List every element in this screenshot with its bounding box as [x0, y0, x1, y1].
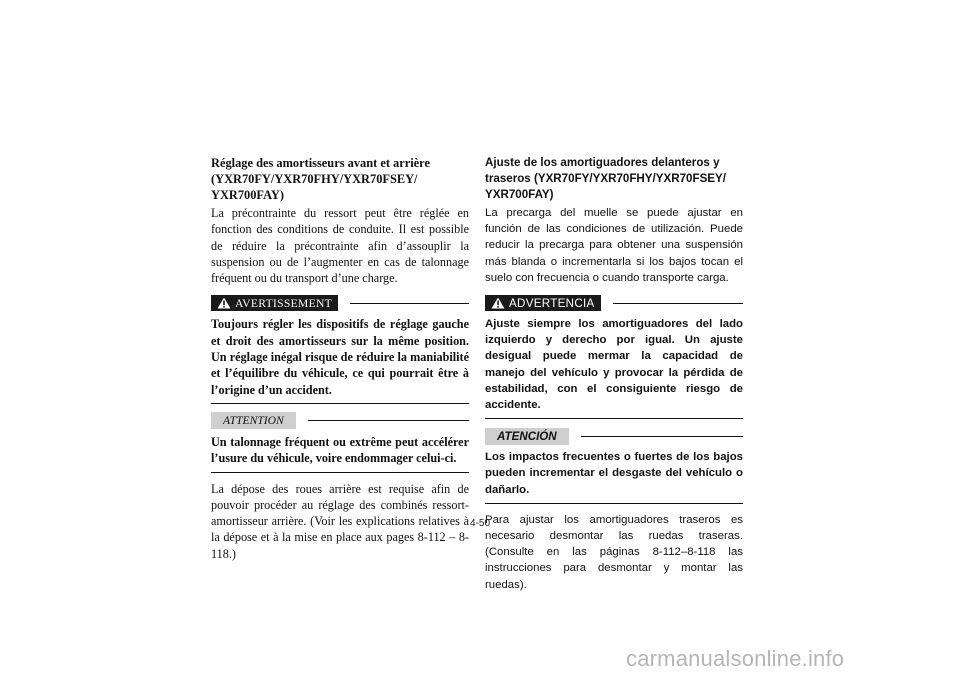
warning-triangle-icon [217, 297, 231, 309]
warning-badge-es [485, 295, 601, 311]
warning-label-row-es [485, 294, 743, 312]
watermark: carmanualsonline.info [626, 646, 845, 671]
divider [485, 418, 743, 419]
warning-triangle-icon [491, 297, 505, 309]
section-heading-es: Ajuste de los amortiguadores delanteros y traseros (YXR70FY/YXR70FHY/YXR70FSEY/ YXR700FAY) [485, 156, 726, 201]
caution-rule-fr [308, 420, 469, 421]
caution-label-row-fr [211, 412, 469, 430]
divider [211, 403, 469, 404]
page-number: 4-50 [469, 518, 490, 529]
french-column [211, 155, 469, 562]
divider [211, 472, 469, 473]
warning-rule-fr [350, 303, 469, 304]
warning-badge-fr [211, 295, 338, 311]
warning-text-es: Ajuste siempre los amortiguadores del lado izquierdo y derecho por igual. Un ajuste desigual puede mermar la capacidad de manejo del vehículo y provocar la pérdida de estabilidad, con el consiguiente riesgo de accidente. [485, 318, 743, 412]
warning-rule-es [613, 303, 743, 304]
intro-text-fr: La précontrainte du ressort peut être réglée en fonction des conditions de conduite. Il est possible de réduire la précontrainte afin d’assouplir la suspension ou de l’augmenter en cas de talonnage fréquent ou du transport d’une charge. [211, 206, 469, 286]
caution-text-fr: Un talonnage fréquent ou extrême peut accélérer l’usure du véhicule, voire endommager celui-ci. [211, 434, 469, 466]
note-text-es: Para ajustar los amortiguadores traseros es necesario desmontar las ruedas traseras. (Consulte en las páginas 8-112–8-118 las instrucciones para desmontar y montar las ruedas). [485, 513, 743, 591]
note-text-fr: La dépose des roues arrière est requise afin de pouvoir procéder au réglage des combinés ressort-amortisseur arrière. (Voir les explications relatives à la dépose et à la mise en place aux pages 8-112 – 8-118.) [211, 481, 469, 561]
warning-label-es: ADVERTENCIA [509, 296, 595, 310]
warning-text-fr: Toujours régler les dispositifs de réglage gauche et droit des amortisseurs sur la même position. Un réglage inégal risque de réduire la maniabilité et l’équilibre du véhicule, ce qui pourrait être à l’origine d’un accident. [211, 317, 469, 397]
caution-label-row-es [485, 427, 743, 445]
warning-label-fr: AVERTISSEMENT [235, 296, 333, 310]
caution-text-es: Los impactos frecuentes o fuertes de los bajos pueden incrementar el desgaste del vehículo o dañarlo. [485, 451, 743, 496]
section-heading-fr: Réglage des amortisseurs avant et arrière (YXR70FY/YXR70FHY/YXR70FSEY/ YXR700FAY) [211, 156, 430, 202]
caution-rule-es [581, 436, 743, 437]
divider [485, 503, 743, 504]
intro-text-es: La precarga del muelle se puede ajustar en función de las condiciones de utilización. Puede reducir la precarga para obtener una suspensión más blanda o incrementarla si los bajos tocan el suelo con frecuencia o cuando transporte carga. [485, 207, 743, 284]
caution-label-fr: ATTENTION [211, 412, 296, 429]
caution-label-es: ATENCIÓN [485, 428, 569, 445]
warning-label-row-fr [211, 294, 469, 312]
